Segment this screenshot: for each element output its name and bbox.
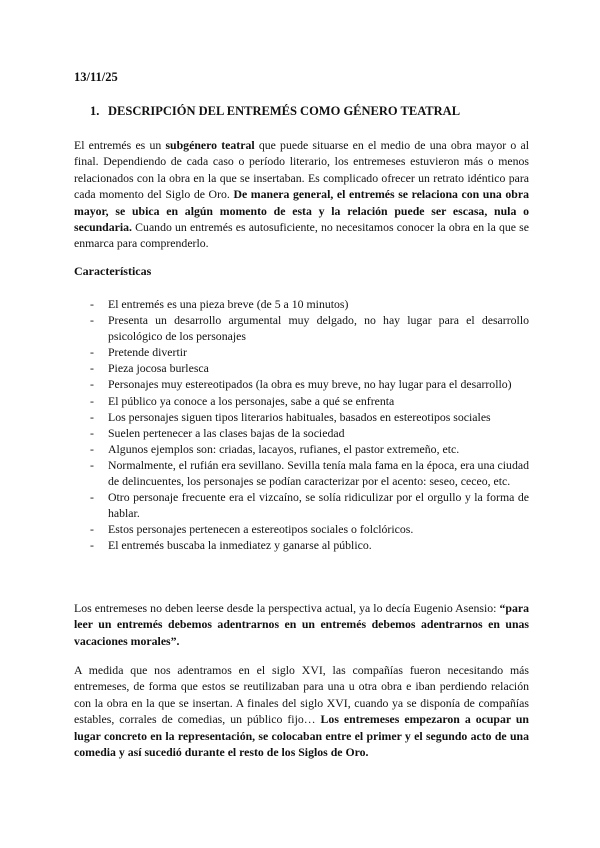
list-item xyxy=(74,489,529,521)
list-bullet: - xyxy=(90,297,94,311)
intro-text-2: que puede situarse en el medio de una obra mayor o al final. Dependiendo de cada caso o período literario, los entremeses estuvieron más o menos relacionados con la obra en la que se insertaban. Es complicado ofrecer un retrato idéntico para cada momento del Siglo de Oro. xyxy=(74,138,530,202)
list-item xyxy=(74,457,529,489)
list-bullet: - xyxy=(90,441,94,456)
list-item-text: El público ya conoce a los personajes, sabe a qué se enfrenta xyxy=(108,393,395,408)
list-item xyxy=(74,409,529,425)
intro-bold-2: De manera general, el entremés se relaciona con una obra mayor, se ubica en algún momento de esta y la relación puede ser escasa, nula o secundaria. xyxy=(74,187,529,235)
intro-text-1: El entremés es un xyxy=(74,138,166,152)
list-bullet: - xyxy=(90,345,94,360)
characteristics-list xyxy=(74,296,529,554)
siglo-paragraph xyxy=(74,662,529,760)
section-heading xyxy=(90,104,460,119)
list-item xyxy=(74,344,529,360)
list-item xyxy=(74,425,529,441)
list-bullet: - xyxy=(90,313,94,328)
list-bullet: - xyxy=(90,522,94,537)
siglo-text: A medida que nos adentramos en el siglo XVI, las compañías fueron necesitando más entremeses, de forma que estos se reutilizaban para una u otra obra e iban perdiendo relación con la obra en la que se insertan. A finales del siglo XVI, cuando ya se disponía de compañías estables, corrales de comedias, un público fijo… xyxy=(74,663,529,727)
list-item xyxy=(74,537,529,553)
list-item-text: El entremés buscaba la inmediatez y ganarse al público. xyxy=(108,538,372,553)
list-item xyxy=(74,441,529,457)
section-number: 1. xyxy=(90,104,100,118)
list-item-text: Personajes muy estereotipados (la obra es muy breve, no hay lugar para el desarrollo) xyxy=(108,377,512,392)
intro-text-3: Cuando un entremés es autosuficiente, no necesitamos conocer la obra en la que se enmarca para comprenderlo. xyxy=(74,220,529,251)
siglo-bold: Los entremeses empezaron a ocupar un lugar concreto en la representación, se colocaban entre el primer y el segundo acto de una comedia y así sucedió durante el resto de los Siglos de Oro. xyxy=(74,712,529,760)
intro-paragraph xyxy=(74,137,529,252)
list-item-text: El entremés es una pieza breve (de 5 a 10 minutos) xyxy=(108,297,349,311)
list-item xyxy=(74,393,529,409)
asensio-text: Los entremeses no deben leerse desde la perspectiva actual, ya lo decía Eugenio Asensio: xyxy=(74,601,500,615)
document-date: 13/11/25 xyxy=(74,70,118,84)
list-item xyxy=(74,360,529,376)
list-bullet: - xyxy=(90,538,94,553)
list-bullet: - xyxy=(90,425,94,440)
list-item xyxy=(74,296,529,312)
list-item xyxy=(74,521,529,537)
list-bullet: - xyxy=(90,409,94,424)
list-item-text: Normalmente, el rufián era sevillano. Sevilla tenía mala fama en la época, era una ciudad de delincuentes, los personajes se podían caracterizar por el acento: seseo, ceceo, etc. xyxy=(108,457,529,489)
section-title: DESCRIPCIÓN DEL ENTREMÉS COMO GÉNERO TEATRAL xyxy=(108,104,461,118)
list-bullet: - xyxy=(90,490,94,505)
list-bullet: - xyxy=(90,457,94,472)
list-item-text: Estos personajes pertenecen a estereotipos sociales o folclóricos. xyxy=(108,522,414,537)
intro-bold-1: subgénero teatral xyxy=(165,138,255,152)
list-item-text: Pretende divertir xyxy=(108,345,187,360)
list-item-text: Presenta un desarrollo argumental muy delgado, no hay lugar para el desarrollo psicológico de los personajes xyxy=(108,313,529,344)
list-item-text: Pieza jocosa burlesca xyxy=(108,361,209,376)
characteristics-heading: Características xyxy=(74,264,152,278)
list-bullet: - xyxy=(90,361,94,376)
list-item-text: Los personajes siguen tipos literarios habituales, basados en estereotipos sociales xyxy=(108,409,491,424)
asensio-quote: “para leer un entremés debemos adentrarnos en un entremés debemos adentrarnos en unas vacaciones morales”. xyxy=(74,601,529,648)
list-item-text: Otro personaje frecuente era el vizcaíno, se solía ridiculizar por el orgullo y la forma de hablar. xyxy=(108,490,529,521)
list-bullet: - xyxy=(90,393,94,408)
list-item-text: Suelen pertenecer a las clases bajas de la sociedad xyxy=(108,425,345,440)
list-item xyxy=(74,312,529,344)
asensio-paragraph xyxy=(74,600,529,649)
list-bullet: - xyxy=(90,377,94,392)
list-item xyxy=(74,376,529,392)
list-item-text: Algunos ejemplos son: criadas, lacayos, rufianes, el pastor extremeño, etc. xyxy=(108,441,460,456)
